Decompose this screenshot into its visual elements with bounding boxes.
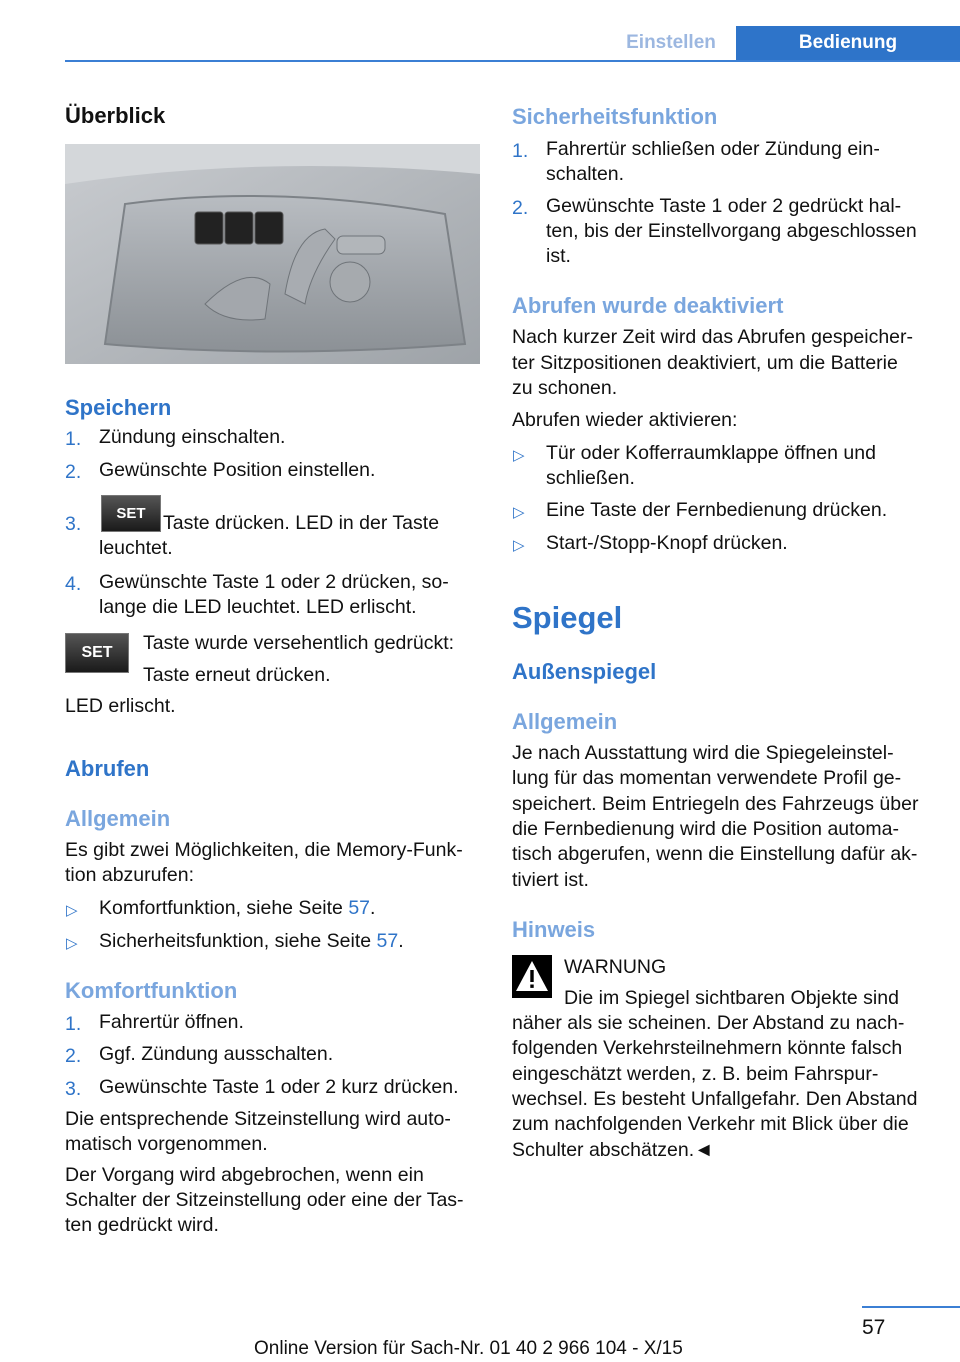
list-number: 4. <box>65 573 82 595</box>
list-item: Fahrertür schließen oder Zündung ein- <box>546 138 880 160</box>
paragraph: Der Vorgang wird abgebrochen, wenn ein <box>65 1164 424 1186</box>
list-number: 1. <box>65 428 82 450</box>
heading-aussenspiegel: Außenspiegel <box>512 659 657 684</box>
warning-text: Schulter abschätzen.◄ <box>512 1139 714 1161</box>
warning-label: WARNUNG <box>564 956 667 978</box>
list-number: 2. <box>512 197 529 219</box>
online-version-text: Online Version für Sach-Nr. 01 40 2 966 104 - X/15 <box>254 1338 683 1359</box>
bullet-triangle-icon: ▷ <box>513 447 525 464</box>
bullet-triangle-icon: ▷ <box>513 504 525 521</box>
header-rule <box>65 60 960 62</box>
paragraph: LED erlischt. <box>65 695 176 717</box>
heading-hinweis: Hinweis <box>512 917 596 942</box>
list-number: 1. <box>65 1013 82 1035</box>
list-item-cont: schalten. <box>546 163 625 185</box>
subheading-allgemein: Allgemein <box>512 709 618 734</box>
paragraph: tisch abgerufen, wenn die Einstellung dafür ak- <box>512 843 918 865</box>
paragraph: Je nach Ausstattung wird die Spiegeleinstel- <box>512 742 894 764</box>
page-link[interactable]: 57 <box>348 897 371 919</box>
list-item: Gewünschte Position einstellen. <box>99 459 376 481</box>
page-title: Überblick <box>65 103 166 128</box>
paragraph: die Fernbedienung wird die Position automa- <box>512 818 899 840</box>
list-number: 2. <box>65 1045 82 1067</box>
heading-sicherheitsfunktion: Sicherheitsfunktion <box>512 104 718 129</box>
note-text: Taste erneut drücken. <box>143 664 331 686</box>
paragraph: Nach kurzer Zeit wird das Abrufen gespeicher- <box>512 326 914 348</box>
list-item: Start-/Stopp-Knopf drücken. <box>546 532 788 554</box>
list-item: Tür oder Kofferraumklappe öffnen und <box>546 442 876 464</box>
list-item: Gewünschte Taste 1 oder 2 drücken, so- <box>99 571 449 593</box>
list-item-cont: leuchtet. <box>99 537 173 559</box>
tab-bedienung[interactable]: Bedienung <box>736 26 960 60</box>
list-item-cont: ten, bis der Einstellvorgang abgeschlossen <box>546 220 917 242</box>
list-item: Taste drücken. LED in der Taste <box>163 512 440 534</box>
paragraph: Es gibt zwei Möglichkeiten, die Memory-Funk- <box>65 839 463 861</box>
warning-text: Die im Spiegel sichtbaren Objekte sind <box>564 987 899 1009</box>
note-text: Taste wurde versehentlich gedrückt: <box>143 632 455 654</box>
paragraph: speichert. Beim Entriegeln des Fahrzeugs über <box>512 793 919 815</box>
heading-speichern: Speichern <box>65 395 172 420</box>
paragraph: tion abzurufen: <box>65 864 195 886</box>
warning-text: eingeschätzt werden, z. B. beim Fahrspur- <box>512 1063 879 1085</box>
bullet-triangle-icon: ▷ <box>513 537 525 554</box>
set-label: SET <box>116 505 146 522</box>
list-item: Fahrertür öffnen. <box>99 1011 244 1033</box>
list-item-cont: schließen. <box>546 467 635 489</box>
heading-spiegel: Spiegel <box>512 600 623 635</box>
list-number: 1. <box>512 140 529 162</box>
page-link[interactable]: 57 <box>376 930 399 952</box>
paragraph: lung für das momentan verwendete Profil ge- <box>512 767 902 789</box>
bullet-triangle-icon: ▷ <box>66 935 78 952</box>
footer-rule <box>862 1306 960 1308</box>
bullet-triangle-icon: ▷ <box>66 902 78 919</box>
list-item: Komfortfunktion, siehe Seite 57. <box>99 897 376 919</box>
seat-control-image <box>65 144 480 364</box>
list-number: 3. <box>65 513 82 535</box>
set-label: SET <box>81 644 113 661</box>
tab-einstellen[interactable]: Einstellen <box>626 32 716 53</box>
list-item-cont: ist. <box>546 245 571 267</box>
warning-icon <box>512 955 552 998</box>
list-number: 3. <box>65 1078 82 1100</box>
paragraph: ten gedrückt wird. <box>65 1214 219 1236</box>
paragraph: zu schonen. <box>512 377 618 399</box>
warning-text: näher als sie scheinen. Der Abstand zu nach- <box>512 1012 905 1034</box>
list-number: 2. <box>65 461 82 483</box>
paragraph: ter Sitzpositionen deaktiviert, um die Batterie <box>512 352 898 374</box>
warning-text: folgenden Verkehrsteilnehmern könnte falsch <box>512 1037 903 1059</box>
warning-text: wechsel. Es besteht Unfallgefahr. Den Abstand <box>512 1088 918 1110</box>
heading-deaktiviert: Abrufen wurde deaktiviert <box>512 293 784 318</box>
paragraph: Abrufen wieder aktivieren: <box>512 409 738 431</box>
list-item-cont: lange die LED leuchtet. LED erlischt. <box>99 596 417 618</box>
warning-text: zum nachfolgenden Verkehr mit Blick über die <box>512 1113 909 1135</box>
subheading-allgemein: Allgemein <box>65 806 171 831</box>
list-item: Sicherheitsfunktion, siehe Seite 57. <box>99 930 404 952</box>
heading-komfortfunktion: Komfortfunktion <box>65 978 238 1003</box>
set-button-icon <box>65 633 129 673</box>
list-item: Ggf. Zündung ausschalten. <box>99 1043 334 1065</box>
paragraph: Schalter der Sitzeinstellung oder eine der Tas- <box>65 1189 464 1211</box>
heading-abrufen: Abrufen <box>65 756 150 781</box>
page-number: 57 <box>862 1316 886 1339</box>
paragraph: Die entsprechende Sitzeinstellung wird auto- <box>65 1108 451 1130</box>
list-item: Gewünschte Taste 1 oder 2 gedrückt hal- <box>546 195 902 217</box>
paragraph: matisch vorgenommen. <box>65 1133 268 1155</box>
list-item: Zündung einschalten. <box>99 426 286 448</box>
list-item: Gewünschte Taste 1 oder 2 kurz drücken. <box>99 1076 459 1098</box>
set-button-icon <box>101 495 161 532</box>
list-item: Eine Taste der Fernbedienung drücken. <box>546 499 888 521</box>
paragraph: tiviert ist. <box>512 869 589 891</box>
